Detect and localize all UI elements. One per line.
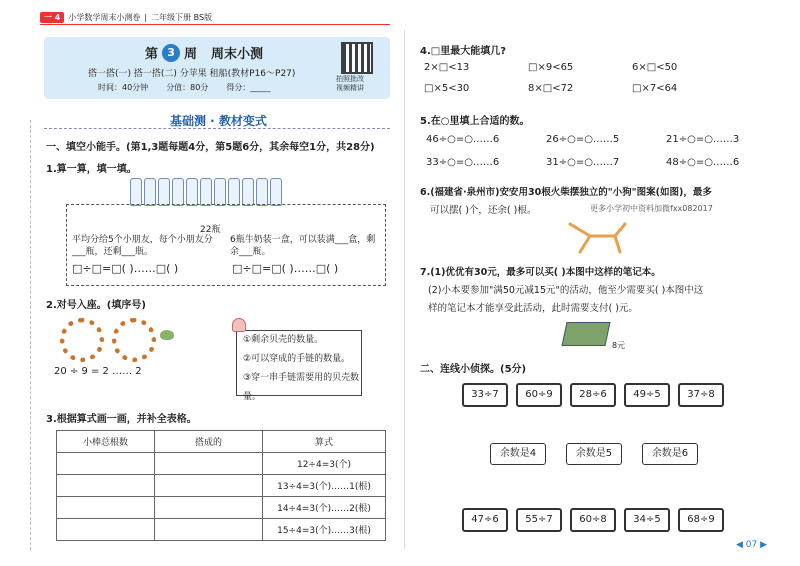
cell: 13÷4=3(个)……1(根) <box>263 475 386 497</box>
col-header: 小棒总根数 <box>57 431 155 453</box>
prev-arrow-icon[interactable]: ◀ <box>736 540 746 550</box>
header-edition: 二年级下册 BS版 <box>151 12 213 22</box>
q4-label: 4.□里最大能填几? <box>420 46 507 57</box>
q5-label: 5.在○里填上合适的数。 <box>420 116 530 127</box>
part1-heading: 一、填空小能手。(第1,3题每题4分，第5题6分，其余每空1分，共28分) <box>46 142 375 153</box>
milk-bottle-icon <box>186 178 198 206</box>
qr-caption: 拍照批改 视频精讲 <box>336 75 364 92</box>
scope: 搭一搭(一) 搭一搭(二) 分苹果 租船(教材P16～P27) <box>88 69 296 79</box>
time: 时间：40分钟 <box>98 83 149 92</box>
section-basic-rule <box>44 128 390 129</box>
q4-item[interactable]: 8×□<72 <box>528 83 574 94</box>
remainder-card[interactable]: 余数是4 <box>490 443 546 465</box>
milk-bottle-icon <box>130 178 142 206</box>
milk-bottle-icon <box>200 178 212 206</box>
cell[interactable] <box>57 453 155 475</box>
notebook-icon <box>561 322 610 346</box>
milk-bottle-icon <box>144 178 156 206</box>
expr-card[interactable]: 60÷8 <box>570 508 616 532</box>
matchstick-dog-icon <box>560 216 630 256</box>
binding-line <box>30 120 31 550</box>
expr-card[interactable]: 49÷5 <box>624 383 670 407</box>
score: 分值：80分 <box>166 83 209 92</box>
q5-item[interactable]: 26÷○=○……5 <box>546 134 620 145</box>
cell[interactable] <box>57 497 155 519</box>
q2-label: 2.对号入座。(填序号) <box>46 300 146 311</box>
col-header: 算式 <box>263 431 386 453</box>
expr-card[interactable]: 34÷5 <box>624 508 670 532</box>
q1-total: 22瓶 <box>200 225 221 235</box>
q1-right-eq[interactable]: □÷□=□( )……□( ) <box>232 262 339 275</box>
q1-label: 1.算一算，填一填。 <box>46 164 137 175</box>
milk-bottle-icon <box>256 178 268 206</box>
shell-bracelet-icon <box>112 318 156 362</box>
header-series: 小学数学周末小测卷 <box>68 12 141 22</box>
expr-card[interactable]: 47÷6 <box>462 508 508 532</box>
next-arrow-icon[interactable]: ▶ <box>757 540 768 550</box>
q2-opt-2: ②可以穿成的手链的数量。 <box>243 354 351 364</box>
notebook-price: 8元 <box>612 341 626 350</box>
week-suffix: 周 <box>184 47 198 62</box>
expr-card[interactable]: 33÷7 <box>462 383 508 407</box>
cell[interactable] <box>155 497 263 519</box>
q5-items <box>426 134 766 168</box>
q5-item[interactable]: 21÷○=○……3 <box>666 134 740 145</box>
section-basic: 基础测 · 教材变式 <box>170 114 267 128</box>
cell[interactable] <box>57 519 155 541</box>
cell: 12÷4=3(个) <box>263 453 386 475</box>
page-divider <box>404 30 405 550</box>
cell[interactable] <box>155 453 263 475</box>
expr-card[interactable]: 55÷7 <box>516 508 562 532</box>
cell[interactable] <box>155 475 263 497</box>
week-title <box>145 43 263 62</box>
shell-icon <box>160 330 174 340</box>
seashell-icon <box>232 318 246 332</box>
milk-bottle-icon <box>228 178 240 206</box>
test-name: 周末小测 <box>211 47 264 62</box>
expr-card[interactable]: 60÷9 <box>516 383 562 407</box>
cell: 14÷4=3(个)……2(根) <box>263 497 386 519</box>
header <box>40 10 212 24</box>
q1-right-text: 6瓶牛奶装一盒，可以装满___盒，剩余___瓶。 <box>230 235 376 257</box>
q1-left-text: 平均分给5个小朋友，每个小朋友分___瓶，还剩___瓶。 <box>72 235 213 257</box>
q4-item[interactable]: □×5<30 <box>424 83 470 94</box>
q5-item[interactable]: 46÷○=○……6 <box>426 134 500 145</box>
q4-item[interactable]: □×7<64 <box>632 83 678 94</box>
q6-line2: 可以摆( )个，还余( )根。 <box>430 205 537 216</box>
week-prefix: 第 <box>145 47 159 62</box>
watermark: 更多小学初中资料加微fxx082017 <box>590 204 713 213</box>
q5-item[interactable]: 48÷○=○……6 <box>666 157 740 168</box>
remainder-card[interactable]: 余数是5 <box>566 443 622 465</box>
q4-items <box>424 62 724 94</box>
qr-code-icon[interactable] <box>341 42 373 74</box>
q7-line2: (2)小本要参加"满50元减15元"的活动，他至少需要买( )本图中这 <box>428 285 704 296</box>
q7-line1: 7.(1)优优有30元，最多可以买( )本图中这样的笔记本。 <box>420 267 661 278</box>
col-header: 搭成的 <box>155 431 263 453</box>
cell[interactable] <box>155 519 263 541</box>
expr-card[interactable]: 37÷8 <box>678 383 724 407</box>
q2-options <box>236 330 362 402</box>
header-divider: | <box>144 12 148 22</box>
q4-item[interactable]: 2×□<13 <box>424 62 470 73</box>
header-badge: 一 4 <box>40 12 64 23</box>
milk-bottle-icon <box>242 178 254 206</box>
page-num: 07 <box>745 540 758 550</box>
q7-line3: 样的笔记本才能享受此活动，此时需要支付( )元。 <box>428 303 638 314</box>
expr-card[interactable]: 28÷6 <box>570 383 616 407</box>
milk-bottle-icon <box>172 178 184 206</box>
q4-item[interactable]: □×9<65 <box>528 62 574 73</box>
header-rule <box>40 24 390 25</box>
q3-table <box>56 430 386 541</box>
q5-item[interactable]: 31÷○=○……7 <box>546 157 620 168</box>
meta-row <box>98 82 270 93</box>
part2-heading: 二、连线小侦探。(5分) <box>420 364 527 375</box>
q5-item[interactable]: 33÷○=○……6 <box>426 157 500 168</box>
page-number <box>736 540 767 550</box>
q6-line1: 6.(福建省·泉州市)安安用30根火柴摆独立的"小狗"图案(如图)，最多 <box>420 187 712 198</box>
cell: 15÷4=3(个)……3(根) <box>263 519 386 541</box>
q3-label: 3.根据算式画一画，并补全表格。 <box>46 414 197 425</box>
milk-bottle-icon <box>158 178 170 206</box>
q4-item[interactable]: 6×□<50 <box>632 62 678 73</box>
cell[interactable] <box>57 475 155 497</box>
shell-bracelet-icon <box>60 318 104 362</box>
expr-card[interactable]: 68÷9 <box>678 508 724 532</box>
week-number: 3 <box>162 44 180 62</box>
got: 得分：_____ <box>226 83 271 92</box>
remainder-card[interactable]: 余数是6 <box>642 443 698 465</box>
q2-opt-3: ③穿一串手链需要用的贝壳数量。 <box>243 373 360 402</box>
q1-left-eq[interactable]: □÷□=□( )……□( ) <box>72 262 179 275</box>
q2-opt-1: ①剩余贝壳的数量。 <box>243 335 324 345</box>
q2-eq: 20 ÷ 9 = 2 …… 2 <box>54 366 142 377</box>
milk-bottle-icon <box>270 178 282 206</box>
milk-bottle-icon <box>214 178 226 206</box>
